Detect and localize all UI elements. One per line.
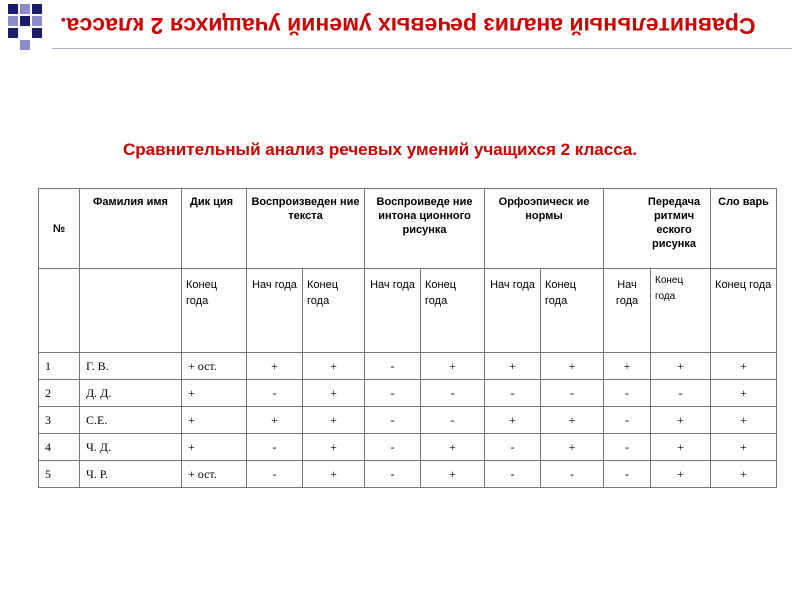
cell-num: 1 [39,353,80,380]
subheader-inton-start: Нач года [365,269,421,353]
header-text-reproduction: Воспроизведен ние текста [247,189,365,269]
cell-text-end: + [303,407,365,434]
cell-diction: + [182,434,247,461]
cell-inton-start: - [365,407,421,434]
cell-ortho-end: + [541,407,604,434]
cell-rhythm-end: + [651,407,711,434]
table-row [39,380,777,407]
cell-text-start: - [247,461,303,488]
header-num: № [39,189,80,269]
header-row [39,189,777,269]
deco-square [20,16,30,26]
cell-num: 3 [39,407,80,434]
subheader-rhythm-start: Нач года [604,269,651,353]
table-row [39,407,777,434]
subheader-ortho-end: Конец года [541,269,604,353]
cell-vocab: + [711,380,777,407]
cell-ortho-start: - [485,461,541,488]
cell-text-start: + [247,353,303,380]
cell-ortho-end: - [541,461,604,488]
speech-skills-table [38,188,777,488]
cell-text-start: - [247,434,303,461]
cell-inton-end: + [421,461,485,488]
cell-name: Ч. Р. [80,461,182,488]
deco-square [32,4,42,14]
table-row [39,461,777,488]
table-row [39,353,777,380]
cell-rhythm-start: - [604,434,651,461]
header-diction: Дик ция [182,189,247,269]
cell-ortho-end: + [541,434,604,461]
cell-diction: + ост. [182,353,247,380]
subheader-empty [80,269,182,353]
cell-rhythm-end: + [651,353,711,380]
cell-inton-end: + [421,353,485,380]
deco-square [8,28,18,38]
cell-inton-start: - [365,380,421,407]
cell-ortho-start: - [485,434,541,461]
cell-ortho-end: + [541,353,604,380]
cell-text-end: + [303,434,365,461]
cell-rhythm-start: - [604,407,651,434]
cell-rhythm-start: - [604,461,651,488]
cell-inton-start: - [365,434,421,461]
table-row [39,434,777,461]
deco-square [8,4,18,14]
subheader-text-start: Нач года [247,269,303,353]
cell-text-end: + [303,461,365,488]
deco-square [32,16,42,26]
cell-name: Ч. Д. [80,434,182,461]
cell-rhythm-start: - [604,380,651,407]
deco-square [20,4,30,14]
cell-rhythm-start: + [604,353,651,380]
cell-diction: + [182,380,247,407]
subheader-row [39,269,777,353]
header-orthoepic: Орфоэпическ ие нормы [485,189,604,269]
header-rhythmic: Передача ритмич еского рисунка [604,189,711,269]
cell-text-start: + [247,407,303,434]
cell-ortho-start: - [485,380,541,407]
deco-square [32,28,42,38]
cell-name: Г. В. [80,353,182,380]
subheader-inton-end: Конец года [421,269,485,353]
cell-ortho-start: + [485,353,541,380]
cell-ortho-start: + [485,407,541,434]
cell-num: 4 [39,434,80,461]
cell-name: С.Е. [80,407,182,434]
slide-title: Сравнительный анализ речевых умений учащихся 2 класса. [60,13,756,39]
subheader-diction-end: Конец года [182,269,247,353]
cell-inton-start: - [365,353,421,380]
cell-diction: + ост. [182,461,247,488]
title-divider [52,48,792,49]
header-vocabulary: Сло варь [711,189,777,269]
deco-square [20,40,30,50]
subheader-text-end: Конец года [303,269,365,353]
cell-ortho-end: - [541,380,604,407]
cell-rhythm-end: + [651,434,711,461]
cell-num: 2 [39,380,80,407]
cell-text-start: - [247,380,303,407]
cell-vocab: + [711,353,777,380]
cell-name: Д. Д. [80,380,182,407]
cell-inton-start: - [365,461,421,488]
cell-vocab: + [711,461,777,488]
header-intonation: Воспроиведе ние интона ционного рисунка [365,189,485,269]
page-heading: Сравнительный анализ речевых умений учащихся 2 класса. [122,140,638,159]
cell-rhythm-end: - [651,380,711,407]
subheader-rhythm-end: Конец года [651,269,711,353]
cell-diction: + [182,407,247,434]
cell-vocab: + [711,434,777,461]
header-name: Фамилия имя [80,189,182,269]
subheader-empty [39,269,80,353]
cell-text-end: + [303,353,365,380]
cell-text-end: + [303,380,365,407]
cell-inton-end: - [421,407,485,434]
cell-rhythm-end: + [651,461,711,488]
deco-square [8,16,18,26]
cell-inton-end: + [421,434,485,461]
subheader-vocab-end: Конец года [711,269,777,353]
subheader-ortho-start: Нач года [485,269,541,353]
cell-inton-end: - [421,380,485,407]
cell-num: 5 [39,461,80,488]
cell-vocab: + [711,407,777,434]
